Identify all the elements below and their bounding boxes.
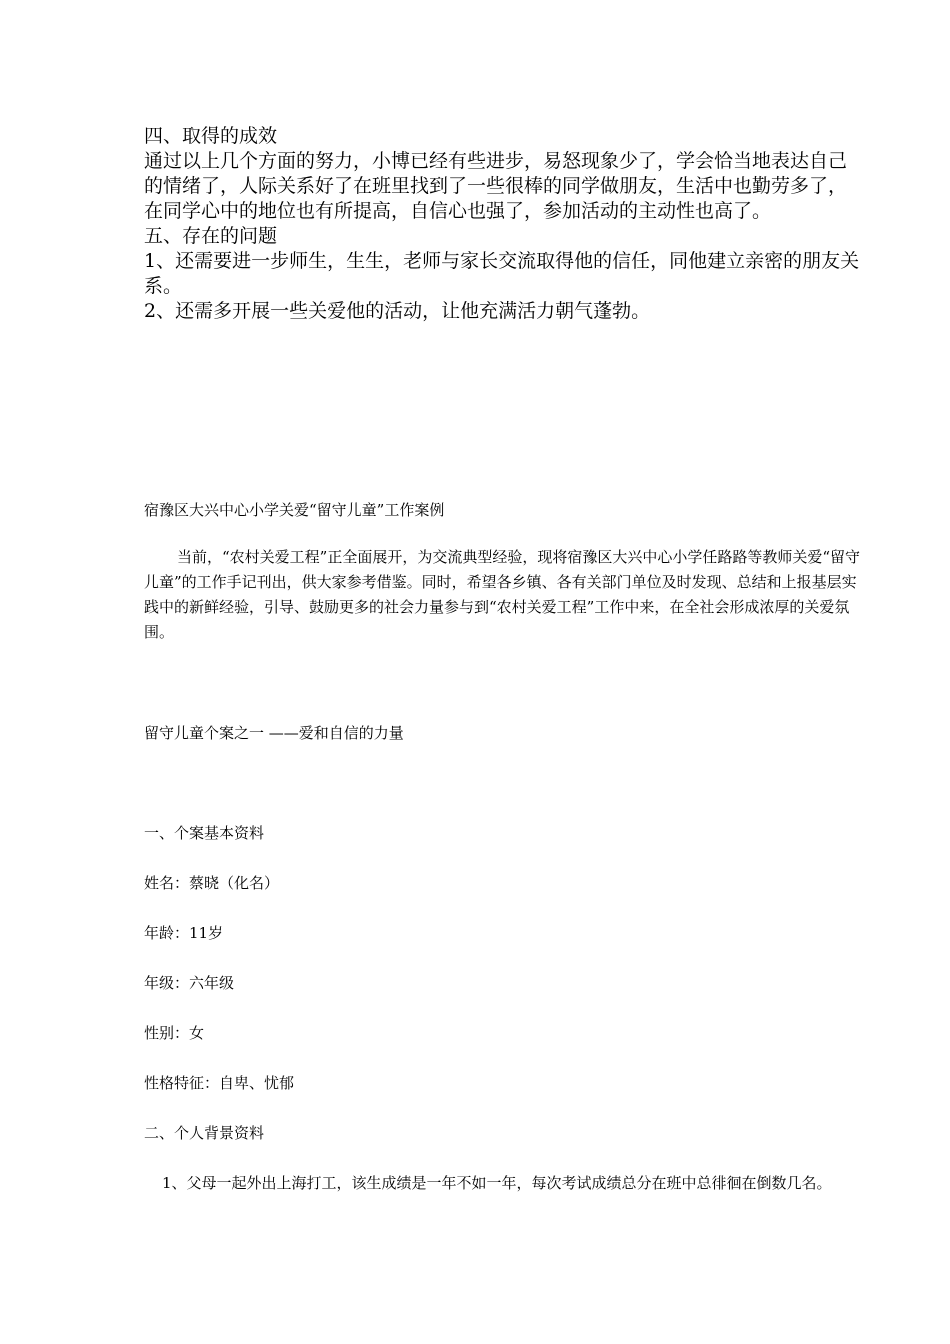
section-five-item-1: 1、还需要进一步师生，生生，老师与家长交流取得他的信任，同他建立亲密的朋友关系。: [144, 250, 860, 297]
section-four: [144, 124, 864, 324]
case-info-personality: 性格特征：自卑、忧郁: [144, 1074, 295, 1092]
article-intro: 当前，“农村关爱工程”正全面展开，为交流典型经验，现将宿豫区大兴中心小学任路路等教师关爱“留守儿童”的工作手记刊出，供大家参考借鉴。同时，希望各乡镇、各有关部门单位及时发现、总结和上报基层实践中的新鲜经验，引导、鼓励更多的社会力量参与到“农村关爱工程”工作中来，在全社会形成浓厚的关爱氛围。: [144, 548, 861, 641]
case-info-age: 年龄：11岁: [144, 924, 224, 942]
case-info-name: 姓名：蔡晓（化名）: [144, 874, 280, 892]
case-info-grade: 年级：六年级: [144, 974, 235, 992]
article-title: 宿豫区大兴中心小学关爱“留守儿童”工作案例: [144, 501, 445, 519]
section-five-heading: 五、存在的问题: [144, 225, 278, 247]
case-title: 留守儿童个案之一 ——爱和自信的力量: [144, 724, 404, 742]
case-info-gender: 性别：女: [144, 1024, 205, 1042]
background-item-1: 1、父母一起外出上海打工，该生成绩是一年不如一年，每次考试成绩总分在班中总徘徊在倒数几名。: [162, 1174, 832, 1192]
section-five-item-2: 2、还需多开展一些关爱他的活动，让他充满活力朝气蓬勃。: [144, 300, 651, 322]
background-heading: 二、个人背景资料: [144, 1124, 265, 1142]
section-four-body: 通过以上几个方面的努力，小博已经有些进步，易怒现象少了，学会恰当地表达自己的情绪了，人际关系好了在班里找到了一些很棒的同学做朋友，生活中也勤劳多了，在同学心中的地位也有所提高，自信心也强了，参加活动的主动性也高了。: [144, 150, 848, 222]
section-four-heading: 四、取得的成效: [144, 125, 278, 147]
case-info-heading: 一、个案基本资料: [144, 824, 265, 842]
